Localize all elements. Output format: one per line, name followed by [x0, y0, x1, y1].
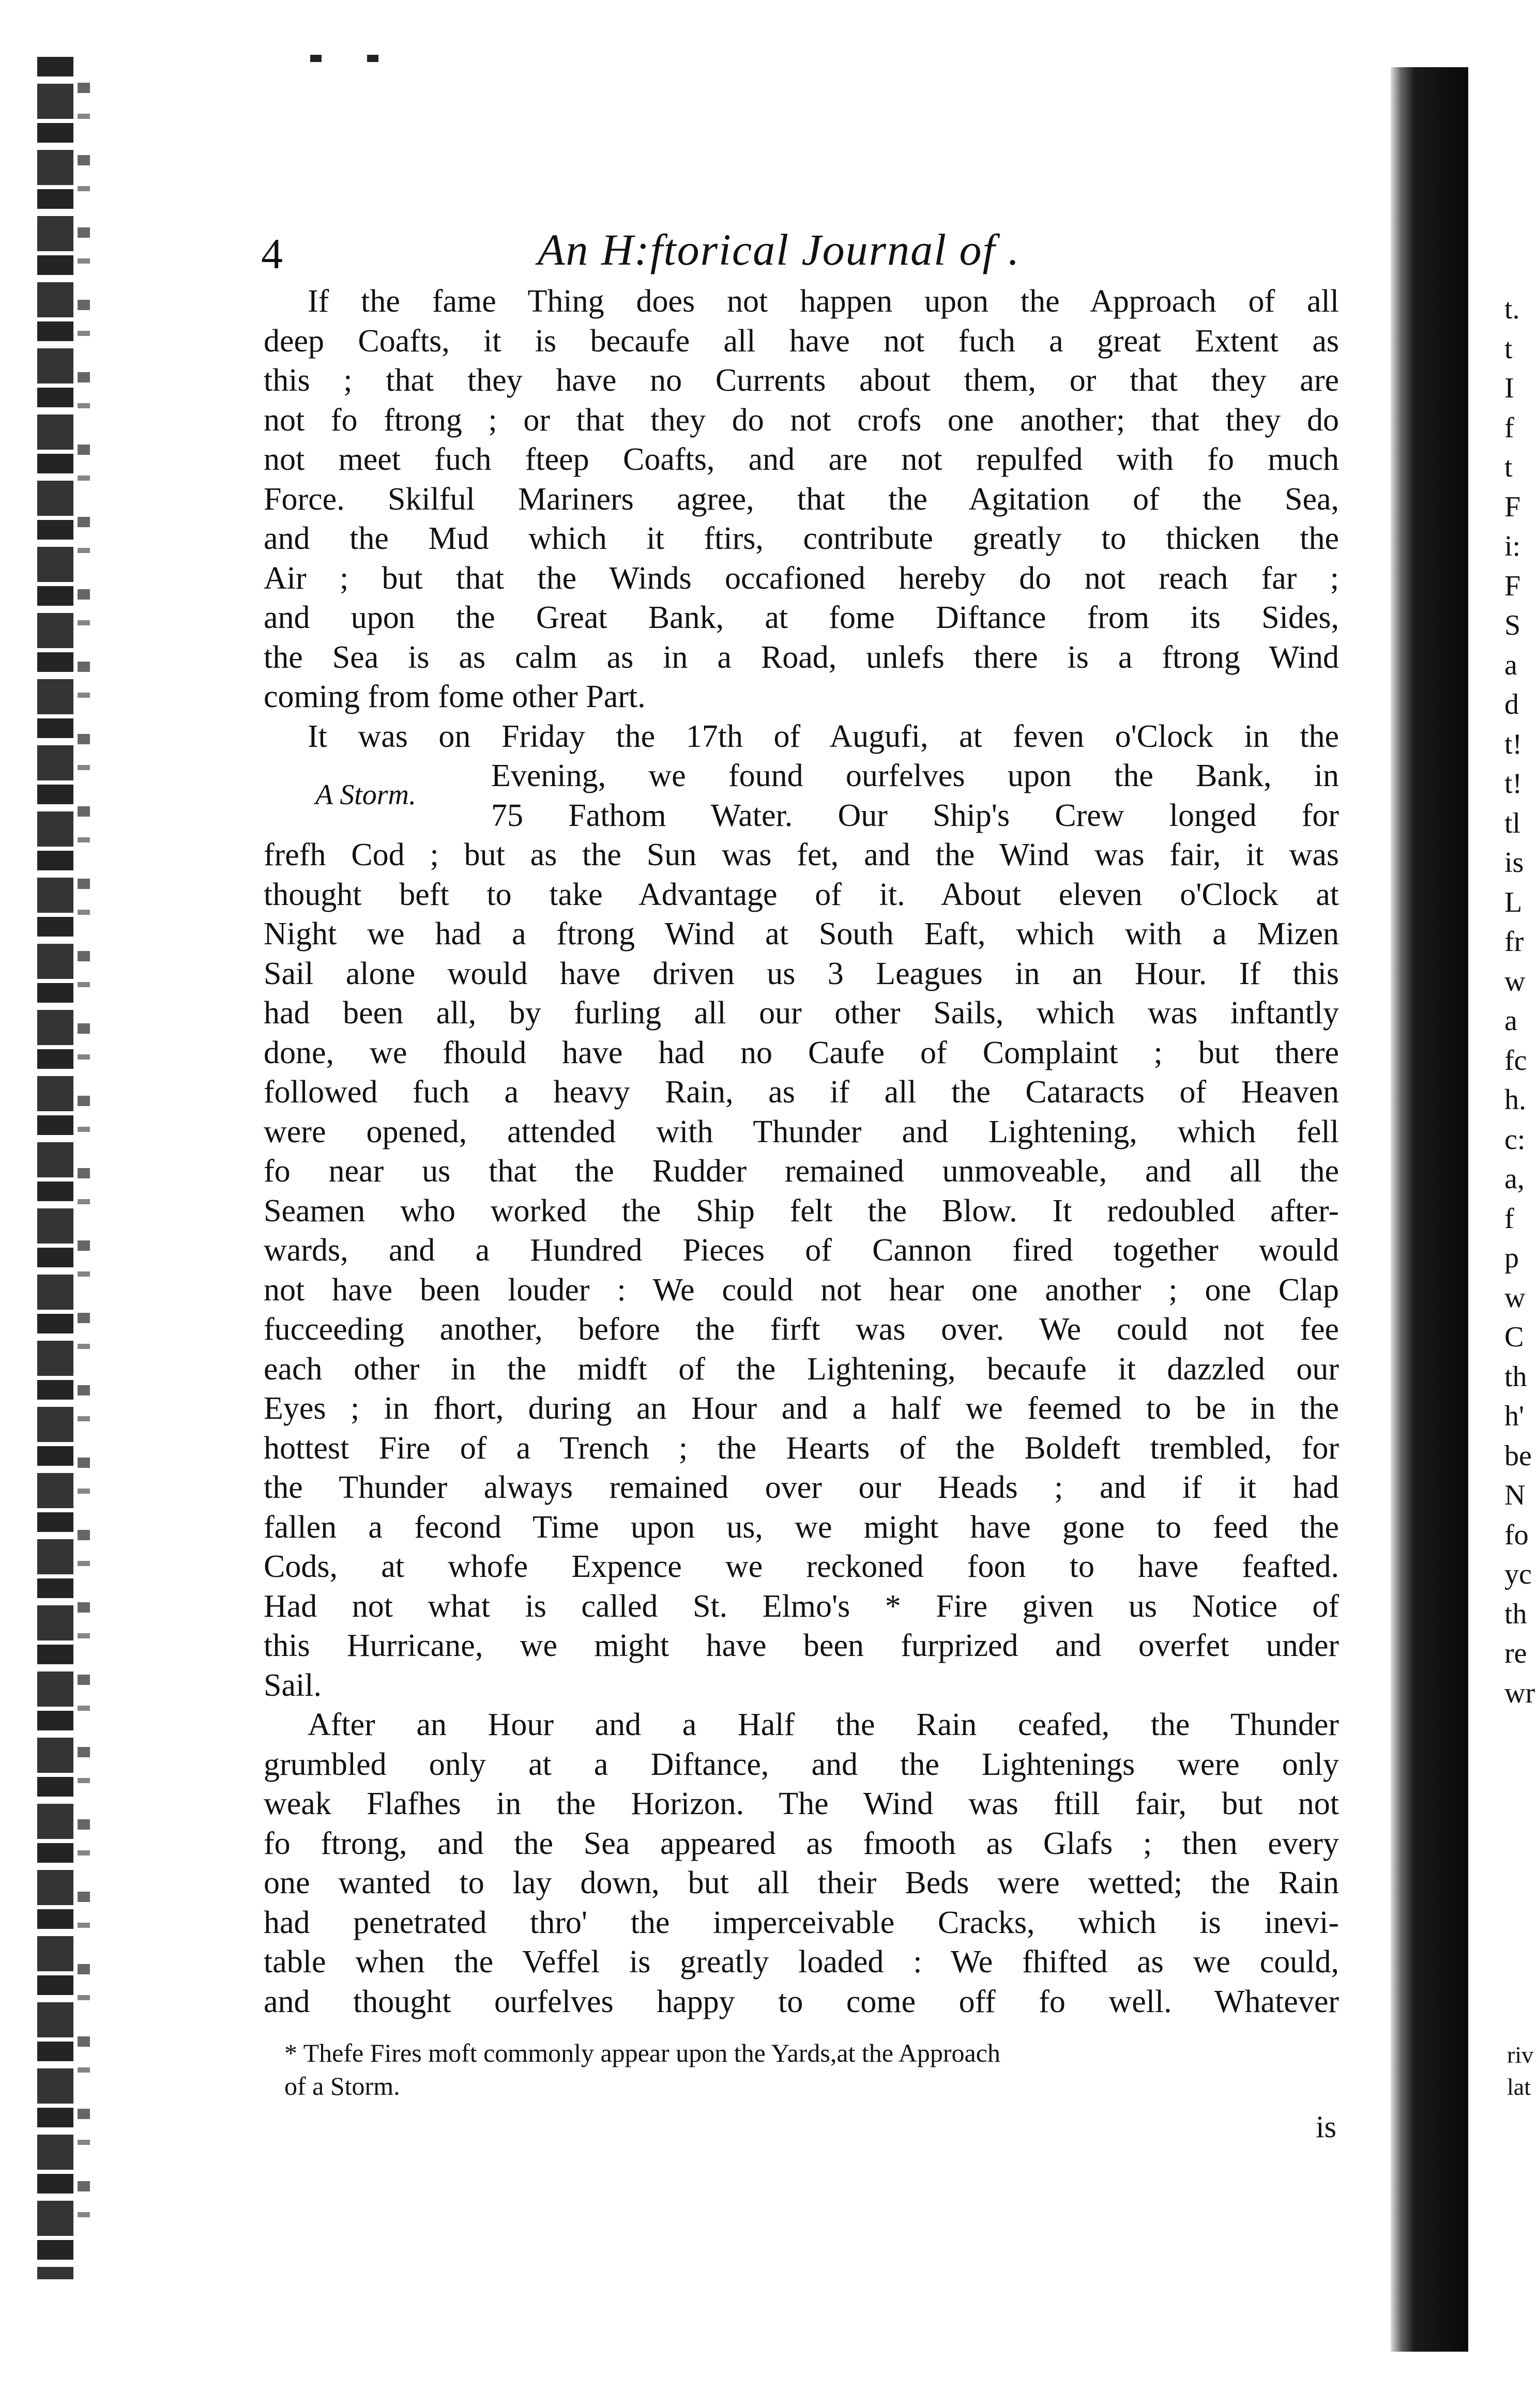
- text-line: Sail.: [264, 1667, 322, 1703]
- text-line: one wanted to lay down, but all their Beds were wetted; the Rain: [264, 1865, 1339, 1900]
- text-line: Had not what is called St. Elmo's * Fire given us Notice of: [264, 1588, 1339, 1624]
- facing-page-fragment: a: [1504, 649, 1517, 681]
- facing-page-fragment: I: [1504, 372, 1514, 404]
- facing-page-fragment: w: [1504, 1281, 1526, 1314]
- facing-page-fragment: N: [1504, 1479, 1526, 1511]
- facing-page-fragments: [1504, 289, 1537, 1713]
- facing-page-fragment: t!: [1504, 728, 1523, 760]
- text-line: It was on Friday the 17th of Augufi, at feven o'Clock in the: [308, 718, 1339, 754]
- catchword: is: [1316, 2110, 1337, 2144]
- text-line: fo near us that the Rudder remained unmoveable, and all the: [264, 1154, 1339, 1189]
- text-line: weak Flafhes in the Horizon. The Wind was ftill fair, but not: [264, 1786, 1339, 1821]
- text-line: frefh Cod ; but as the Sun was fet, and the Wind was fair, it was: [264, 837, 1339, 872]
- text-line: Sail alone would have driven us 3 Leagues in an Hour. If this: [264, 956, 1339, 991]
- facing-page-fragment: f: [1504, 1202, 1514, 1235]
- text-line: deep Coafts, it is becaufe all have not fuch a great Extent as: [264, 323, 1339, 359]
- facing-page-fragment: tl: [1504, 807, 1521, 839]
- facing-page-fragment: th: [1504, 1360, 1527, 1393]
- text-line: and thought ourfelves happy to come off fo well. Whatever: [264, 1984, 1339, 2019]
- facing-page-fragment: F: [1504, 490, 1521, 523]
- text-line: Night we had a ftrong Wind at South Eaft, which with a Mizen: [264, 916, 1339, 952]
- text-line: coming from fome other Part.: [264, 679, 646, 714]
- text-line: followed fuch a heavy Rain, as if all the Cataracts of Heaven: [264, 1075, 1339, 1110]
- facing-page-fragment: d: [1504, 688, 1519, 720]
- facing-page-fragment: t!: [1504, 768, 1523, 800]
- facing-page-fragment: t: [1504, 451, 1513, 483]
- facing-page-fragment: yc: [1504, 1558, 1532, 1590]
- text-line: fallen a fecond Time upon us, we might have gone to feed the: [264, 1509, 1339, 1545]
- facing-page-fragment: i:: [1504, 530, 1521, 562]
- facing-page-fragment: fc: [1504, 1044, 1527, 1077]
- text-line: the Sea is as calm as in a Road, unlefs there is a ftrong Wind: [264, 639, 1339, 675]
- text-line: 75 Fathom Water. Our Ship's Crew longed for: [491, 797, 1339, 833]
- text-line: this Hurricane, we might have been furprized and overfet under: [264, 1628, 1339, 1663]
- text-line: Air ; but that the Winds occafioned hereby do not reach far ;: [264, 560, 1339, 596]
- text-line: the Thunder always remained over our Heads ; and if it had: [264, 1470, 1339, 1505]
- text-line: grumbled only at a Diftance, and the Lightenings were only: [264, 1746, 1339, 1782]
- facing-page-fragment: fo: [1504, 1519, 1529, 1551]
- facing-page-fragment: C: [1504, 1321, 1524, 1353]
- page-number: 4: [261, 230, 283, 278]
- text-line: were opened, attended with Thunder and Lightening, which fell: [264, 1114, 1339, 1149]
- scan-binding-edge-left: [37, 57, 73, 2279]
- text-line: not fo ftrong ; or that they do not crofs one another; that they do: [264, 402, 1339, 438]
- facing-page-fragment: t.: [1504, 293, 1520, 325]
- text-line: this ; that they have no Currents about them, or that they are: [264, 363, 1339, 398]
- facing-page-fragment: c:: [1504, 1123, 1526, 1156]
- facing-page-fragment: w: [1504, 965, 1526, 998]
- text-line: fo ftrong, and the Sea appeared as fmooth as Glafs ; then every: [264, 1826, 1339, 1861]
- text-line: not meet fuch fteep Coafts, and are not repulfed with fo much: [264, 442, 1339, 477]
- text-line: Seamen who worked the Ship felt the Blow. It redoubled after-: [264, 1193, 1339, 1229]
- text-line: and the Mud which it ftirs, contribute greatly to thicken the: [264, 521, 1339, 556]
- scan-binding-edge-left-inner: [78, 83, 90, 2228]
- main-text: [264, 282, 1339, 2021]
- facing-page-fragment: a,: [1504, 1163, 1525, 1195]
- footnote-line: of a Storm.: [284, 2072, 400, 2100]
- facing-footnote-fragment: lat: [1507, 2074, 1531, 2100]
- text-line: After an Hour and a Half the Rain ceafed, the Thunder: [308, 1707, 1339, 1742]
- footnote: [284, 2036, 1339, 2103]
- facing-page-fragment: L: [1504, 886, 1523, 918]
- facing-page-fragment: F: [1504, 570, 1521, 602]
- text-line: each other in the midft of the Lightening, becaufe it dazzled our: [264, 1351, 1339, 1387]
- scan-top-marks: [310, 55, 388, 65]
- footnote-line: * Thefe Fires moft commonly appear upon the Yards,at the Approach: [284, 2038, 1000, 2067]
- facing-page-fragment: fr: [1504, 926, 1524, 958]
- text-line: wards, and a Hundred Pieces of Cannon fired together would: [264, 1233, 1339, 1268]
- text-line: Evening, we found ourfelves upon the Bank, in: [491, 758, 1339, 793]
- facing-page-fragment: is: [1504, 847, 1524, 879]
- text-line: thought beft to take Advantage of it. About eleven o'Clock at: [264, 877, 1339, 912]
- text-line: Cods, at whofe Expence we reckoned foon to have feafted.: [264, 1549, 1339, 1584]
- text-line: had been all, by furling all our other Sails, which was inftantly: [264, 995, 1339, 1031]
- marginal-note: A Storm.: [315, 779, 416, 811]
- text-line: had penetrated thro' the imperceivable Cracks, which is inevi-: [264, 1905, 1339, 1940]
- facing-page-fragment: t: [1504, 332, 1513, 365]
- text-line: Eyes ; in fhort, during an Hour and a half we feemed to be in the: [264, 1391, 1339, 1426]
- facing-page-fragment: wr: [1504, 1677, 1535, 1709]
- facing-page-fragment: re: [1504, 1637, 1527, 1669]
- text-line: table when the Veffel is greatly loaded : We fhifted as we could,: [264, 1944, 1339, 1980]
- text-line: hottest Fire of a Trench ; the Hearts of the Boldeft trembled, for: [264, 1430, 1339, 1466]
- facing-page-fragment: S: [1504, 609, 1521, 641]
- text-line: and upon the Great Bank, at fome Diftance from its Sides,: [264, 600, 1339, 635]
- facing-page-fragment: h': [1504, 1400, 1525, 1432]
- text-line: Force. Skilful Mariners agree, that the Agitation of the Sea,: [264, 481, 1339, 517]
- running-head: An H:ftorical Journal of .: [538, 225, 1021, 274]
- facing-page-fragment: f: [1504, 411, 1514, 444]
- text-line: not have been louder : We could not hear one another ; one Clap: [264, 1272, 1339, 1308]
- text-line: done, we fhould have had no Caufe of Complaint ; but there: [264, 1035, 1339, 1070]
- text-line: If the fame Thing does not happen upon the Approach of all: [308, 284, 1339, 319]
- scan-binding-edge-right: [1391, 67, 1468, 2352]
- facing-page-fragment: a: [1504, 1005, 1517, 1037]
- text-line: fucceeding another, before the firft was over. We could not fee: [264, 1312, 1339, 1347]
- facing-page-fragment: h.: [1504, 1084, 1526, 1116]
- facing-page-fragment: p: [1504, 1242, 1519, 1274]
- facing-page-footnote: [1507, 2039, 1533, 2103]
- facing-page-fragment: th: [1504, 1598, 1527, 1630]
- facing-page-fragment: be: [1504, 1439, 1532, 1472]
- facing-footnote-fragment: riv: [1507, 2042, 1534, 2068]
